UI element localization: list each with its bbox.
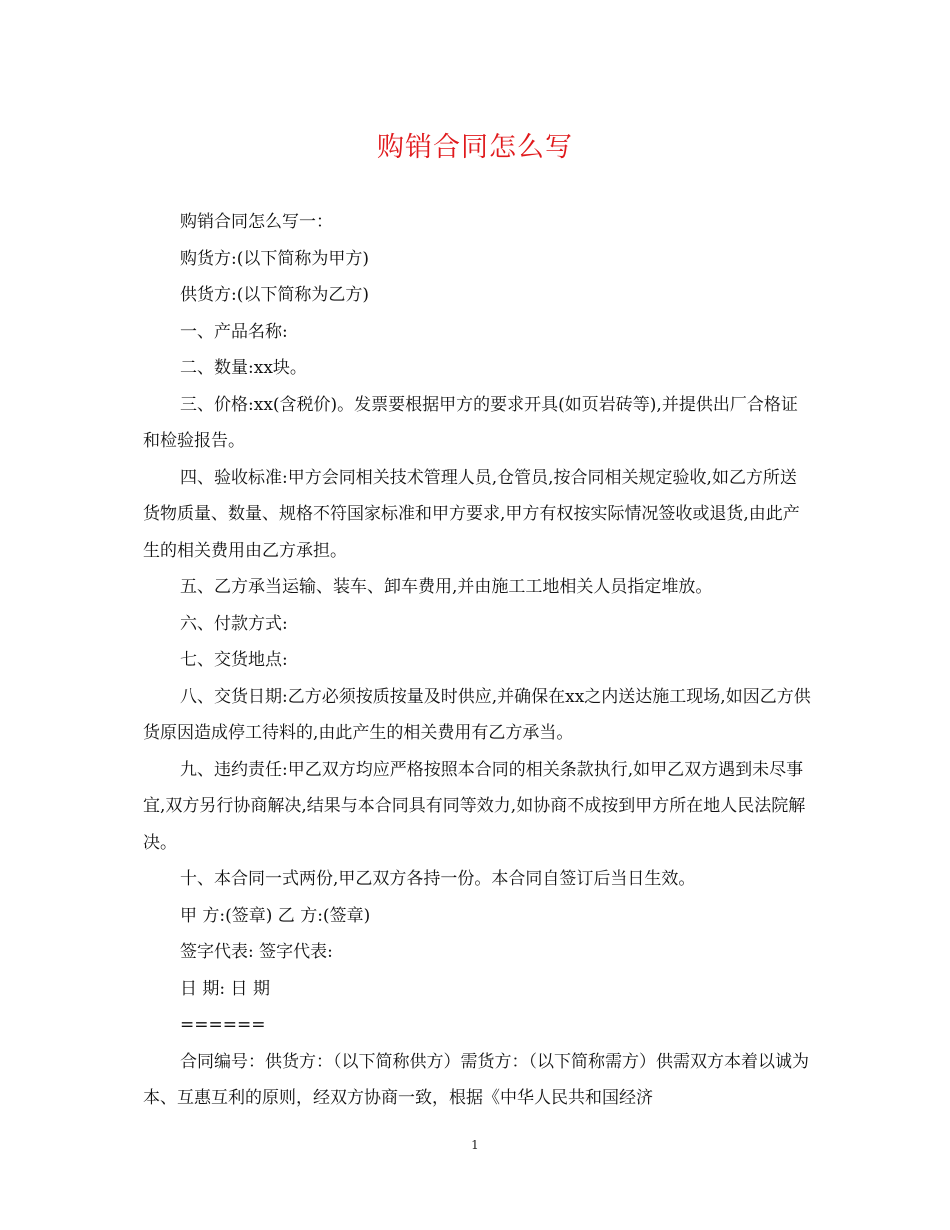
clause-liability: 九、违约责任:甲乙双方均应严格按照本合同的相关条款执行,如甲乙双方遇到未尽事宜,双方另行协商解决,结果与本合同具有同等效力,如协商不成按到甲方所在地人民法院解决。 bbox=[143, 759, 806, 853]
paragraph-supplier: 供货方:(以下简称为乙方) bbox=[180, 285, 369, 305]
page-number: 1 bbox=[471, 1138, 479, 1152]
signature-dates: 日 期: 日 期 bbox=[180, 978, 270, 999]
paragraph-intro: 购销合同怎么写一： bbox=[180, 212, 333, 232]
paragraph-buyer: 购货方:(以下简称为甲方) bbox=[180, 248, 369, 269]
signature-parties: 甲 方:(签章) 乙 方:(签章) bbox=[180, 905, 371, 926]
signature-representatives: 签字代表: 签字代表: bbox=[180, 942, 333, 962]
clause-product-name: 一、产品名称: bbox=[180, 321, 288, 342]
document-body bbox=[143, 204, 811, 1117]
document-title: 购销合同怎么写 bbox=[377, 132, 573, 163]
clause-transport: 五、乙方承当运输、装车、卸车费用,并由施工工地相关人员指定堆放。 bbox=[180, 577, 713, 597]
clause-price: 三、价格:xx(含税价)。发票要根据甲方的要求开具(如页岩砖等),并提供出厂合格证和检验报告。 bbox=[143, 394, 798, 451]
clause-quantity: 二、数量:xx块。 bbox=[180, 358, 307, 378]
clause-copies: 十、本合同一式两份,甲乙双方各持一份。本合同自签订后当日生效。 bbox=[180, 869, 696, 889]
clause-delivery-place: 七、交货地点: bbox=[180, 650, 288, 670]
paragraph-contract-number: 合同编号：供货方：（以下简称供方）需货方：（以下简称需方）供需双方本着以诚为本、互惠互利的原则，经双方协商一致，根据《中华人民共和国经济 bbox=[143, 1051, 809, 1108]
section-divider: ====== bbox=[180, 1015, 266, 1035]
clause-delivery-date: 八、交货日期:乙方必须按质按量及时供应,并确保在xx之内送达施工现场,如因乙方供货原因造成停工待料的,由此产生的相关费用有乙方承当。 bbox=[143, 686, 811, 743]
clause-acceptance: 四、验收标准:甲方会同相关技术管理人员,仓管员,按合同相关规定验收,如乙方所送货物质量、数量、规格不符国家标准和甲方要求,甲方有权按实际情况签收或退货,由此产生的相关费用由乙方承担。 bbox=[143, 467, 800, 561]
clause-payment: 六、付款方式: bbox=[180, 613, 288, 634]
